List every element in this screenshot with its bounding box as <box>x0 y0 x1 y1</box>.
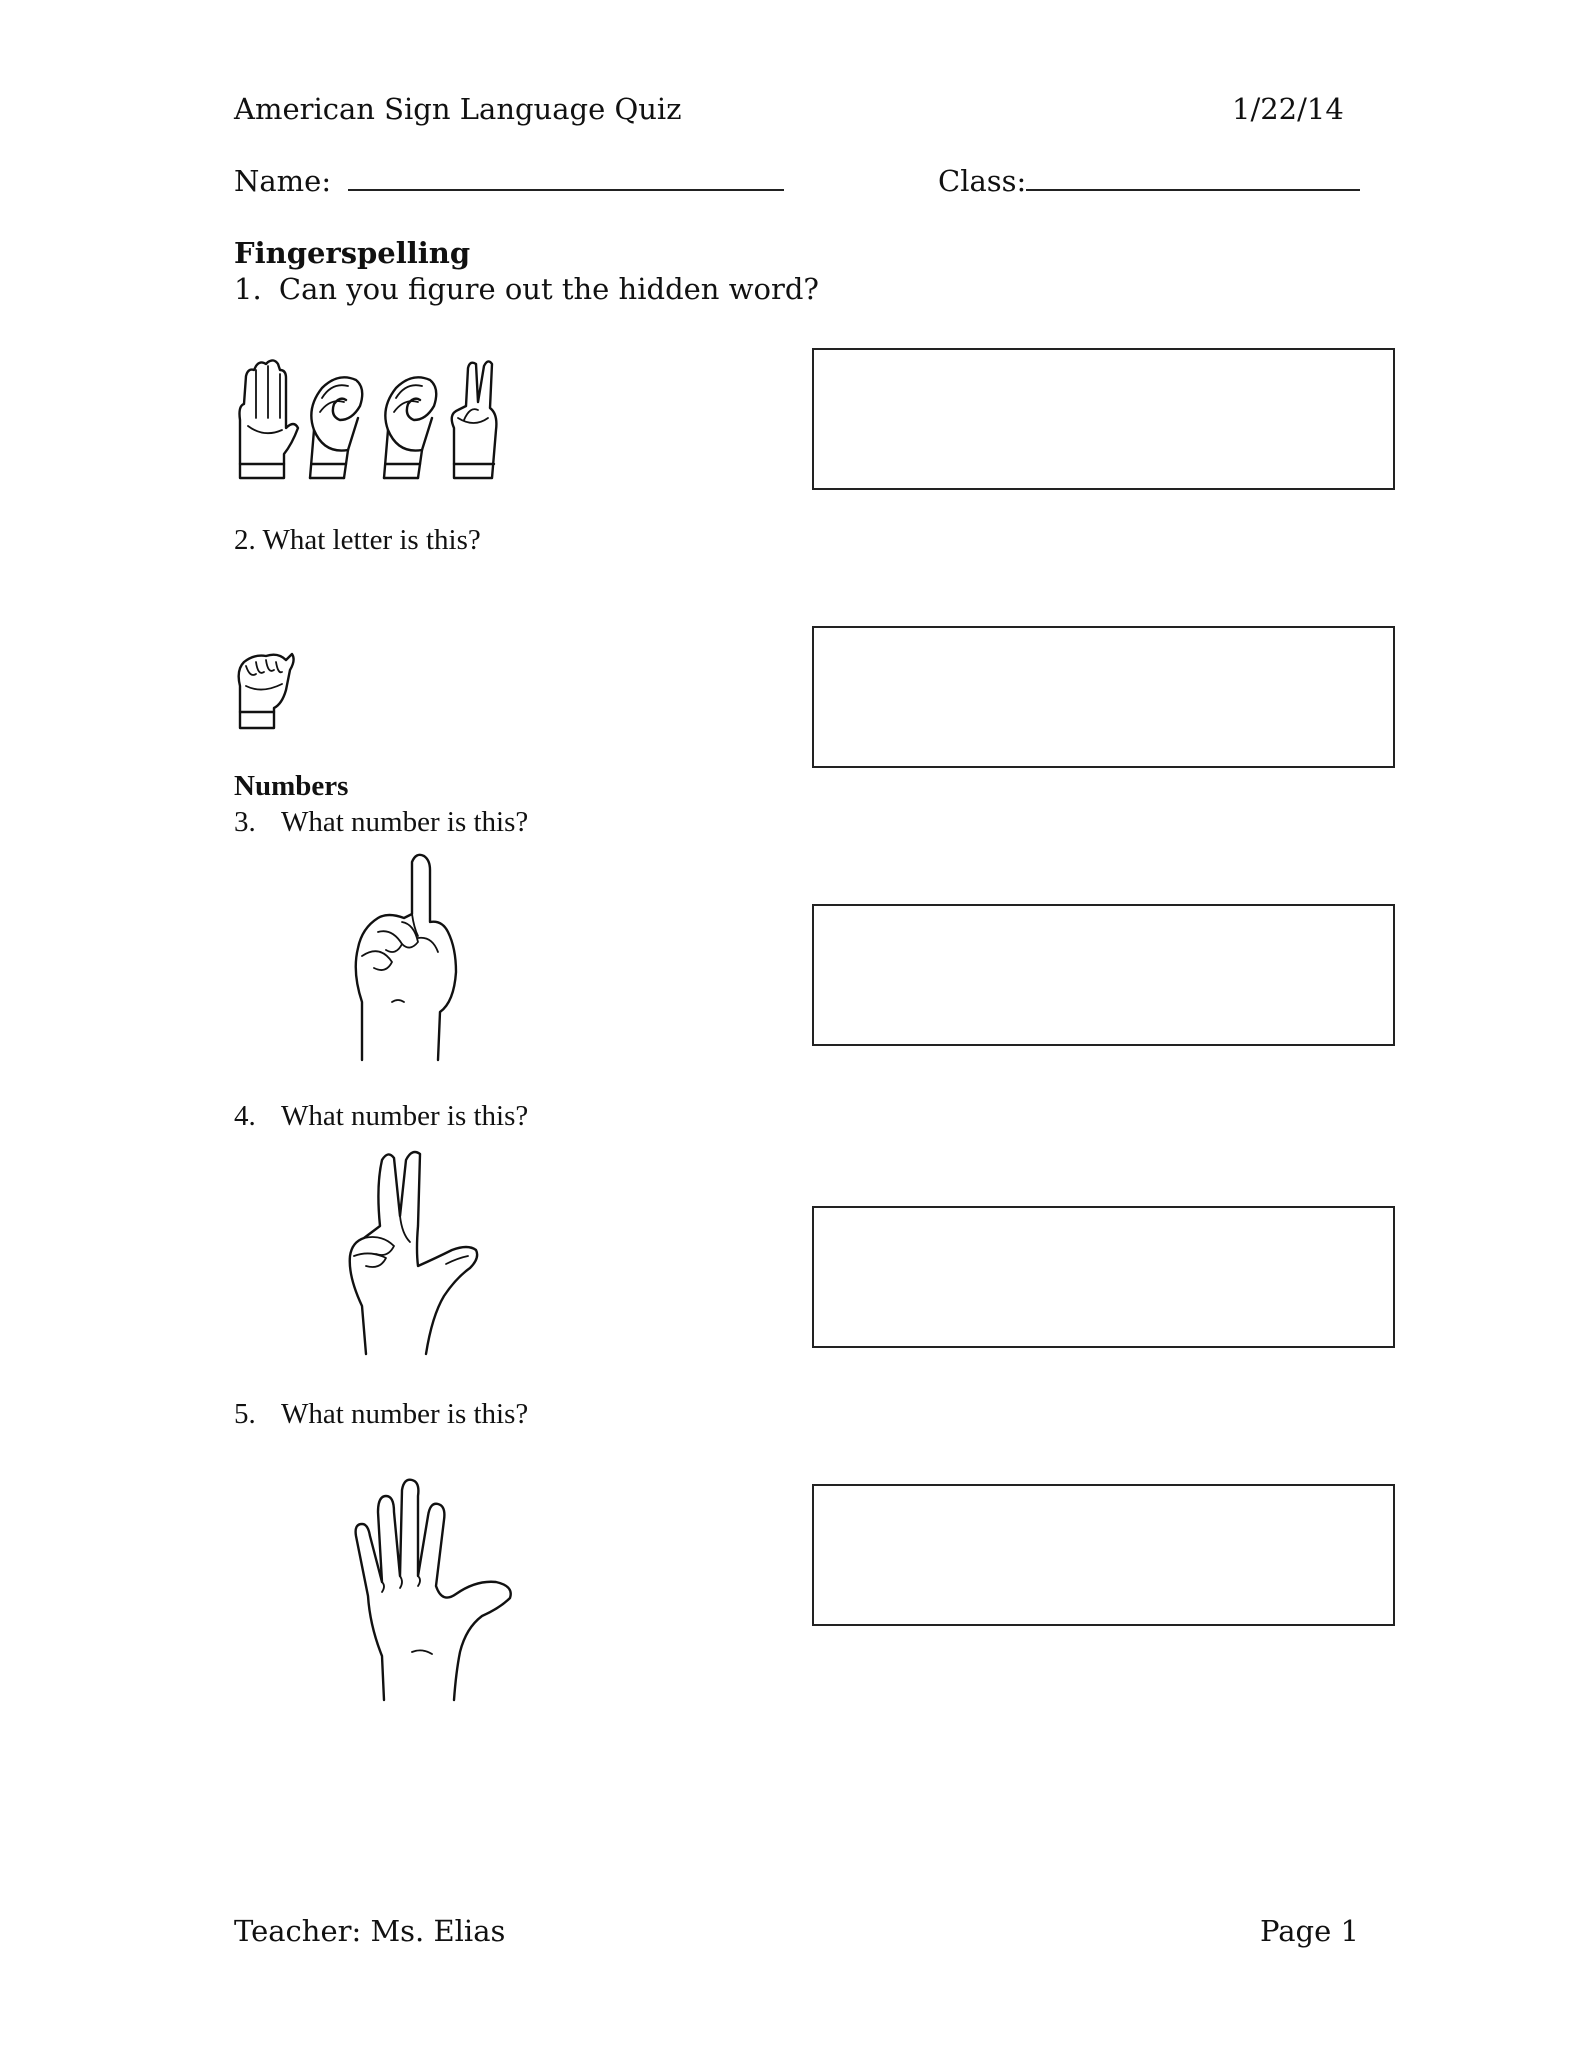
class-label: Class: <box>938 164 1027 198</box>
question-1-text: Can you figure out the hidden word? <box>278 272 819 306</box>
question-2-text: What letter is this? <box>262 524 481 556</box>
answer-box-5[interactable] <box>812 1484 1395 1626</box>
question-3-number: 3. <box>234 806 256 838</box>
answer-box-4[interactable] <box>812 1206 1395 1348</box>
hand-letter-o-icon <box>310 377 362 478</box>
hand-letter-b-icon <box>240 360 299 478</box>
name-blank[interactable] <box>348 189 784 191</box>
question-1-number: 1. <box>234 272 262 306</box>
hand-number-three-icon <box>340 1146 504 1356</box>
question-4-text: What number is this? <box>281 1100 529 1132</box>
class-blank[interactable] <box>1026 189 1360 191</box>
question-4 <box>234 1100 528 1133</box>
question-5-text: What number is this? <box>281 1398 529 1430</box>
hand-letter-o-icon <box>384 377 436 478</box>
footer-teacher: Teacher: Ms. Elias <box>234 1914 506 1948</box>
fingerspelled-word-image <box>234 358 504 484</box>
quiz-title: American Sign Language Quiz <box>234 92 682 126</box>
answer-box-1[interactable] <box>812 348 1395 490</box>
hand-letter-k-icon <box>452 361 497 478</box>
name-row <box>234 164 784 198</box>
quiz-date: 1/22/14 <box>1232 92 1344 126</box>
question-5-number: 5. <box>234 1398 256 1430</box>
answer-box-2[interactable] <box>812 626 1395 768</box>
answer-box-3[interactable] <box>812 904 1395 1046</box>
hand-letter-e-icon <box>234 650 296 730</box>
class-row <box>938 164 1360 198</box>
question-2-number: 2. <box>234 524 256 556</box>
question-4-number: 4. <box>234 1100 256 1132</box>
name-label: Name: <box>234 164 332 198</box>
section-fingerspelling: Fingerspelling <box>234 236 471 270</box>
hand-number-five-icon <box>352 1476 526 1702</box>
question-3 <box>234 806 528 839</box>
hand-number-one-icon <box>352 852 472 1062</box>
question-2 <box>234 524 481 557</box>
footer-page-number: Page 1 <box>1260 1914 1359 1948</box>
question-1 <box>234 272 819 306</box>
question-5 <box>234 1398 528 1431</box>
question-3-text: What number is this? <box>281 806 529 838</box>
section-numbers: Numbers <box>234 770 349 802</box>
